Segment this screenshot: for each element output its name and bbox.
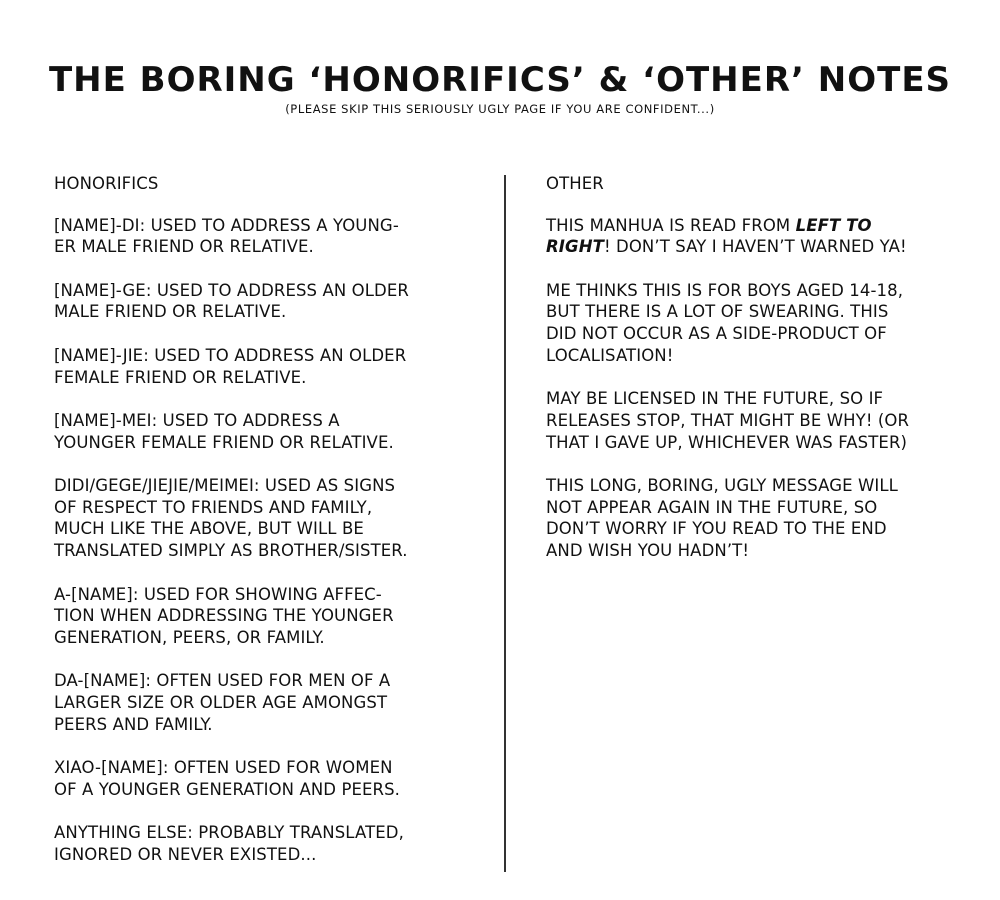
honorific-entry	[54, 280, 486, 323]
honorific-entry	[54, 345, 486, 388]
honorific-entry-line: PEERS AND FAMILY.	[54, 714, 213, 734]
honorific-entry-line: IGNORED OR NEVER EXISTED...	[54, 844, 317, 864]
reading-note-line	[546, 236, 986, 258]
honorific-entry-line: OF RESPECT TO FRIENDS AND FAMILY,	[54, 497, 373, 517]
other-note	[546, 280, 986, 367]
honorific-entry-line: XIAO-[NAME]: OFTEN USED FOR WOMEN	[54, 758, 393, 778]
honorific-entry	[54, 410, 486, 453]
reading-note-line	[546, 215, 986, 237]
honorific-entry-line: ER MALE FRIEND OR RELATIVE.	[54, 237, 314, 257]
other-note	[546, 475, 986, 562]
reading-note-before: THIS MANHUA IS READ FROM	[546, 215, 796, 235]
honorific-entry	[54, 670, 486, 735]
honorific-entry-line: ANYTHING ELSE: PROBABLY TRANSLATED,	[54, 823, 404, 843]
honorifics-list	[54, 215, 486, 866]
honorific-entry-line: [NAME]-DI: USED TO ADDRESS A YOUNG-	[54, 215, 399, 235]
honorific-entry-line: GENERATION, PEERS, OR FAMILY.	[54, 627, 325, 647]
reading-note-after: ! DON’T SAY I HAVEN’T WARNED YA!	[603, 237, 907, 257]
honorific-entry-line: A-[NAME]: USED FOR SHOWING AFFEC-	[54, 584, 382, 604]
other-note-line: ME THINKS THIS IS FOR BOYS AGED 14-18,	[546, 280, 904, 300]
honorific-entry-line: DA-[NAME]: OFTEN USED FOR MEN OF A	[54, 671, 391, 691]
reading-direction-note	[546, 215, 986, 258]
honorific-entry-line: TRANSLATED SIMPLY AS BROTHER/SISTER.	[54, 541, 408, 561]
other-note-line: LOCALISATION!	[546, 345, 674, 365]
reading-note-emphasis-2: RIGHT	[546, 237, 604, 257]
honorific-entry	[54, 215, 486, 258]
other-note-line: THAT I GAVE UP, WHICHEVER WAS FASTER)	[546, 432, 908, 452]
honorific-entry-line: MALE FRIEND OR RELATIVE.	[54, 302, 287, 322]
other-list	[546, 280, 986, 562]
honorific-entry-line: OF A YOUNGER GENERATION AND PEERS.	[54, 779, 401, 799]
column-divider	[504, 175, 506, 872]
honorifics-column	[54, 173, 486, 887]
other-note	[546, 388, 986, 453]
honorific-entry	[54, 584, 486, 649]
other-note-line: NOT APPEAR AGAIN IN THE FUTURE, SO	[546, 497, 878, 517]
other-column	[546, 173, 986, 584]
other-note-line: DID NOT OCCUR AS A SIDE-PRODUCT OF	[546, 324, 887, 344]
other-note-line: DON’T WORRY IF YOU READ TO THE END	[546, 519, 887, 539]
other-note-line: THIS LONG, BORING, UGLY MESSAGE WILL	[546, 476, 898, 496]
honorific-entry-line: [NAME]-JIE: USED TO ADDRESS AN OLDER	[54, 345, 407, 365]
honorific-entry-line: LARGER SIZE OR OLDER AGE AMONGST	[54, 693, 388, 713]
honorific-entry	[54, 757, 486, 800]
honorific-entry-line: FEMALE FRIEND OR RELATIVE.	[54, 367, 307, 387]
other-heading: OTHER	[546, 174, 604, 193]
honorific-entry-line: [NAME]-MEI: USED TO ADDRESS A	[54, 410, 340, 430]
honorific-entry-line: MUCH LIKE THE ABOVE, BUT WILL BE	[54, 519, 364, 539]
reading-note-emphasis-1: LEFT TO	[795, 215, 872, 235]
honorific-entry-line: DIDI/GEGE/JIEJIE/MEIMEI: USED AS SIGNS	[54, 476, 396, 496]
honorific-entry-line: YOUNGER FEMALE FRIEND OR RELATIVE.	[54, 432, 394, 452]
other-note-line: AND WISH YOU HADN’T!	[546, 541, 750, 561]
other-note-line: RELEASES STOP, THAT MIGHT BE WHY! (OR	[546, 410, 910, 430]
honorific-entry-line: TION WHEN ADDRESSING THE YOUNGER	[54, 606, 394, 626]
honorific-entry	[54, 475, 486, 562]
other-note-line: MAY BE LICENSED IN THE FUTURE, SO IF	[546, 389, 884, 409]
honorific-entry-line: [NAME]-GE: USED TO ADDRESS AN OLDER	[54, 280, 409, 300]
honorific-entry	[54, 822, 486, 865]
honorifics-heading: HONORIFICS	[54, 174, 159, 193]
other-note-line: BUT THERE IS A LOT OF SWEARING. THIS	[546, 302, 889, 322]
page-title: THE BORING ‘HONORIFICS’ & ‘OTHER’ NOTES	[48, 60, 952, 100]
page-subtitle: (PLEASE SKIP THIS SERIOUSLY UGLY PAGE IF YOU ARE CONFIDENT...)	[285, 102, 715, 116]
